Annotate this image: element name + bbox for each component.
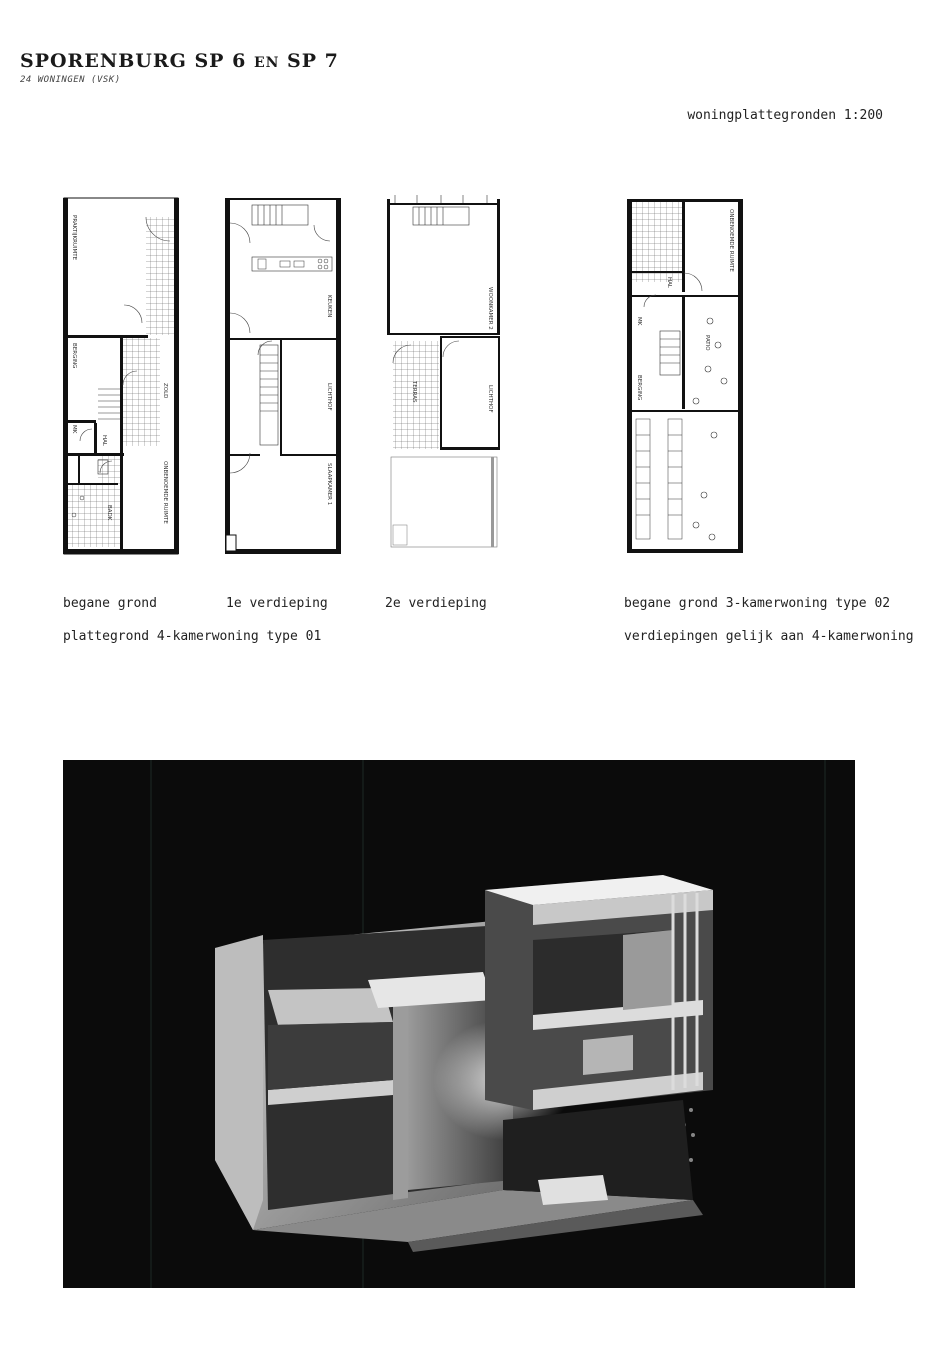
room-label-hal: HAL	[101, 435, 107, 446]
scale-label: woningplattegronden 1:200	[687, 108, 883, 123]
caption-begane-grond: begane grond	[63, 596, 157, 611]
caption-type-02: begane grond 3-kamerwoning type 02	[624, 596, 891, 611]
room-label-lichthof-2: LICHTHOF	[487, 385, 493, 413]
room-label-zold: ZOLD	[162, 383, 168, 399]
room-label-onbenoemde-ruimte-2: ONBENOEMDE RUIMTE	[728, 209, 734, 272]
room-label-berging-2: BERGING	[636, 375, 642, 401]
floorplan-3-drawing	[383, 195, 505, 557]
room-label-terras: TERRAS	[411, 381, 417, 403]
room-label-onbenoemde-ruimte: ONBENOEMDE RUIMTE	[162, 461, 168, 524]
page-subtitle: 24 WONINGEN (VSK)	[20, 75, 121, 85]
room-label-keuken: KEUKEN	[326, 295, 332, 318]
caption-2e-verdieping: 2e verdieping	[385, 596, 487, 611]
room-label-mk-2: MK	[636, 317, 642, 326]
room-label-praktijkruimte: PRAKTIJKRUIMTE	[71, 215, 77, 261]
caption-type-02-note: verdiepingen gelijk aan 4-kamerwoning	[624, 629, 914, 644]
floorplan-2-drawing	[222, 195, 344, 557]
title-main: SPORENBURG SP 6	[20, 50, 247, 72]
title-en: EN	[253, 55, 280, 71]
floorplan-1-drawing	[60, 195, 182, 557]
room-label-berging: BERGING	[71, 343, 77, 369]
room-label-patio: PATIO	[704, 335, 710, 351]
room-label-woonkamer-2: WOONKAMER 2	[487, 287, 493, 330]
page-title	[20, 50, 339, 72]
room-label-mk: MK	[71, 425, 77, 434]
floorplan-1e-verdieping	[222, 195, 344, 557]
room-label-lichthof: LICHTHOF	[326, 383, 332, 411]
floorplan-type-02	[624, 195, 746, 557]
room-label-slaapkamer-1: SLAAPKAMER 1	[326, 463, 332, 506]
title-tail: SP 7	[287, 50, 339, 72]
room-label-hal-2: HAL	[666, 277, 672, 288]
floorplan-4-drawing	[624, 195, 746, 557]
model-illustration	[63, 760, 855, 1288]
floorplan-begane-grond	[60, 195, 182, 557]
caption-type-01-note: plattegrond 4-kamerwoning type 01	[63, 629, 322, 644]
caption-1e-verdieping: 1e verdieping	[226, 596, 328, 611]
model-photo	[63, 760, 855, 1288]
floorplan-2e-verdieping	[383, 195, 505, 557]
room-label-badk: BADK	[106, 505, 112, 521]
